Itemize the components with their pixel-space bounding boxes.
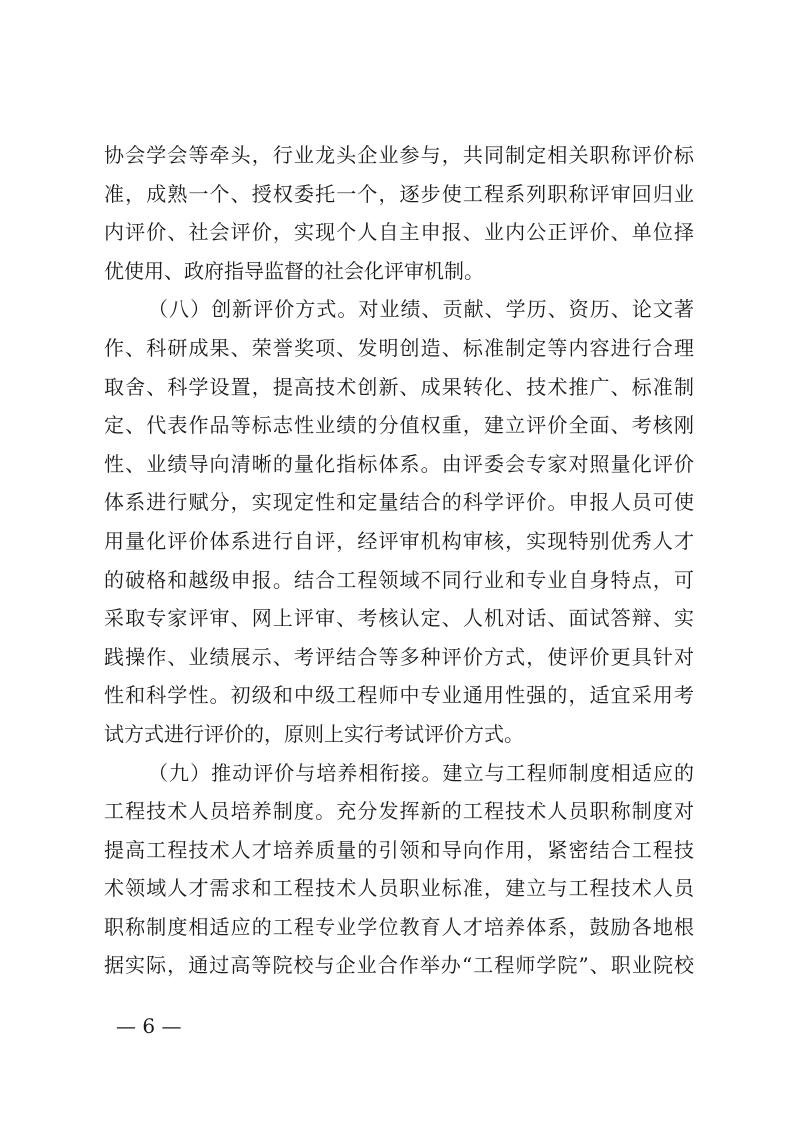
text-line: 协会学会等牵头，行业龙头企业参与，共同制定相关职称评价标 <box>104 143 694 167</box>
text-line: 优使用、政府指导监督的社会化评审机制。 <box>104 258 484 283</box>
body-text <box>104 136 694 985</box>
section-heading-line: （九）推动评价与培养相衔接。建立与工程师制度相适应的 <box>148 760 694 785</box>
text-line: 工程技术人员培养制度。充分发挥新的工程技术人员职称制度对 <box>104 799 694 824</box>
text-line: 据实际，通过高等院校与企业合作举办“工程师学院”、职业院校 <box>104 953 694 978</box>
text-line: 术领域人才需求和工程技术人员职业标准，建立与工程技术人员 <box>104 876 694 901</box>
text-line: 性和科学性。初级和中级工程师中专业通用性强的，适宜采用考 <box>104 683 694 708</box>
page-number: — 6 — <box>116 1014 182 1038</box>
text-line: 的破格和越级申报。结合工程领域不同行业和专业自身特点，可 <box>104 567 694 592</box>
text-line: 内评价、社会评价，实现个人自主申报、业内公正评价、单位择 <box>104 220 694 245</box>
text-line: 践操作、业绩展示、考评结合等多种评价方式，使评价更具针对 <box>104 644 694 669</box>
text-line: 用量化评价体系进行自评，经评审机构审核，实现特别优秀人才 <box>104 528 694 553</box>
text-line: 性、业绩导向清晰的量化指标体系。由评委会专家对照量化评价 <box>104 451 694 476</box>
text-line: 提高工程技术人才培养质量的引领和导向作用，紧密结合工程技 <box>104 837 694 862</box>
text-line: 定、代表作品等标志性业绩的分值权重，建立评价全面、考核刚 <box>104 413 694 438</box>
text-line: 取舍、科学设置，提高技术创新、成果转化、技术推广、标准制 <box>104 374 694 399</box>
section-heading-line: （八）创新评价方式。对业绩、贡献、学历、资历、论文著 <box>148 297 694 322</box>
text-line: 体系进行赋分，实现定性和定量结合的科学评价。申报人员可使 <box>104 490 694 515</box>
text-line: 职称制度相适应的工程专业学位教育人才培养体系，鼓励各地根 <box>104 914 694 939</box>
text-line: 采取专家评审、网上评审、考核认定、人机对话、面试答辩、实 <box>104 606 694 631</box>
text-line: 准，成熟一个、授权委托一个，逐步使工程系列职称评审回归业 <box>104 181 694 206</box>
text-line: 作、科研成果、荣誉奖项、发明创造、标准制定等内容进行合理 <box>104 335 694 360</box>
text-line: 试方式进行评价的，原则上实行考试评价方式。 <box>104 721 524 746</box>
